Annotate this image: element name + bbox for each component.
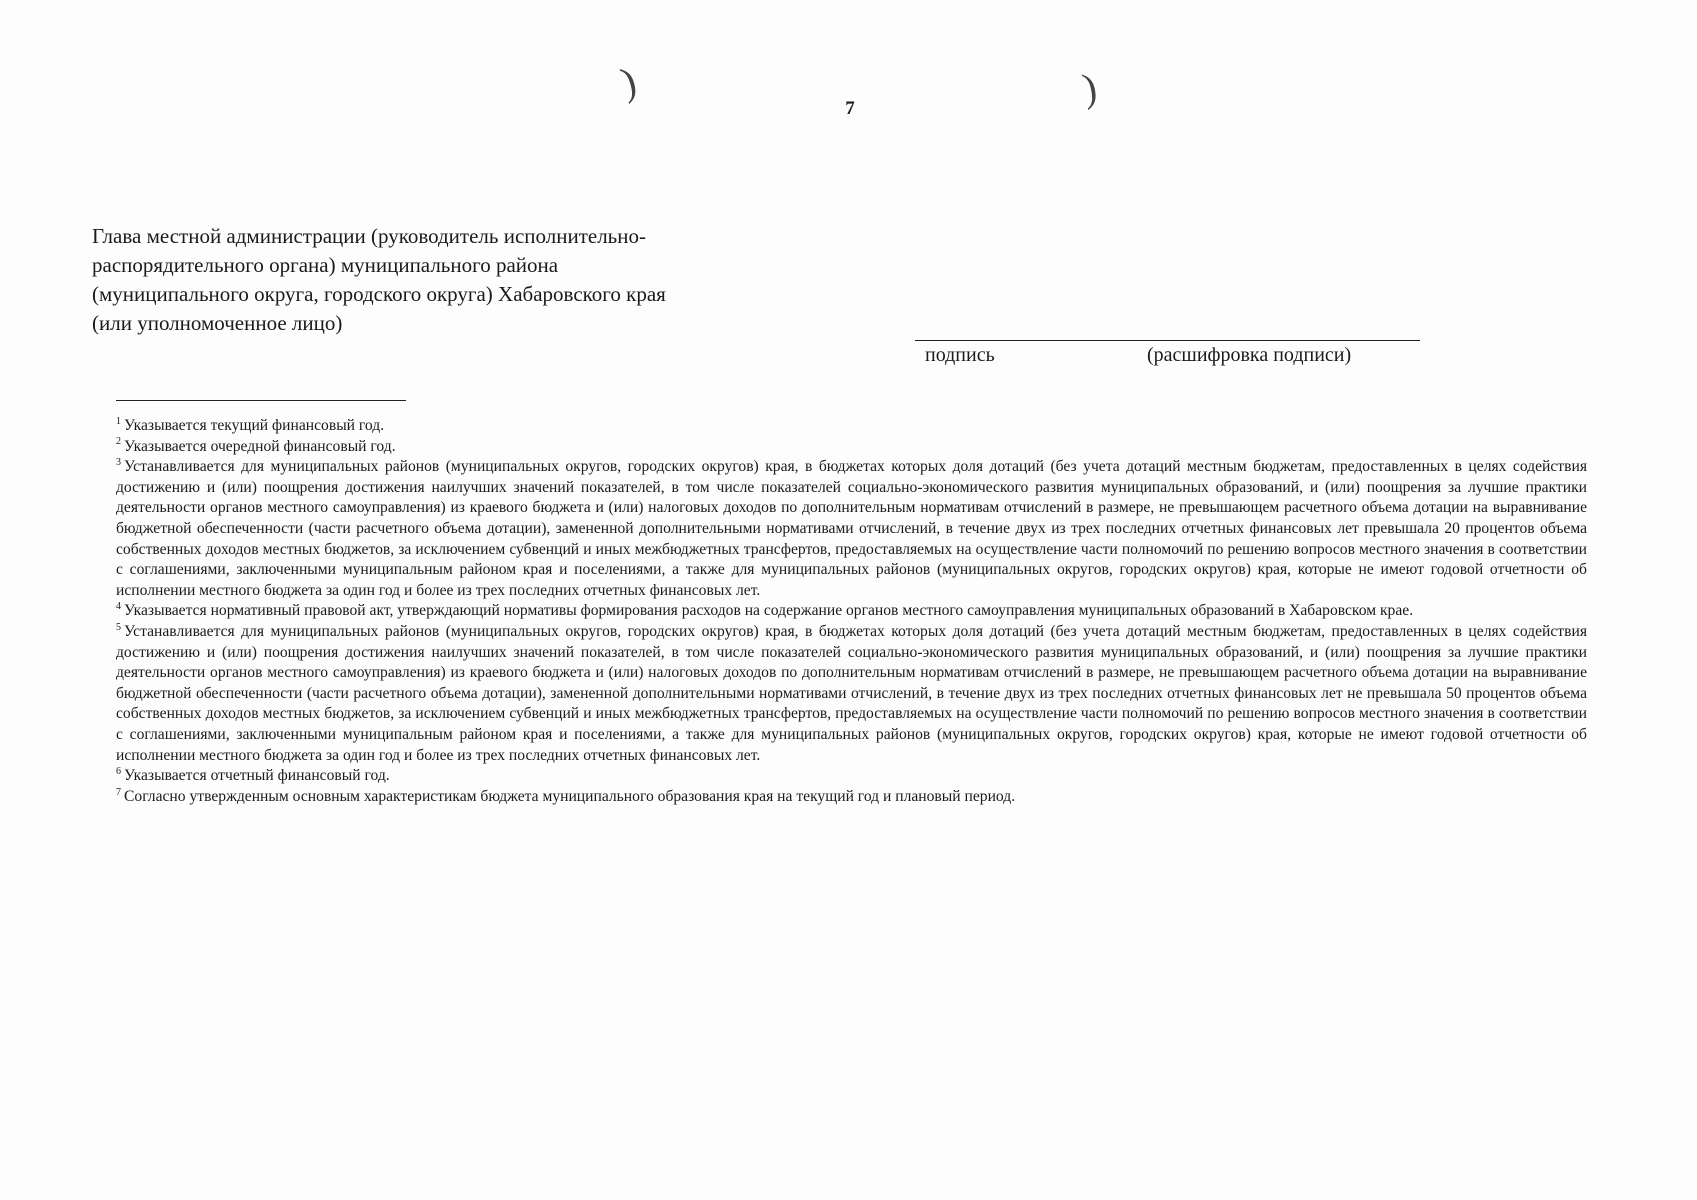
footnote-marker: 1 (116, 415, 121, 427)
signatory-line: Глава местной администрации (руководитель исполнительно- (92, 224, 646, 248)
footnote (116, 416, 1587, 437)
footnote-text: Указывается нормативный правовой акт, утверждающий нормативы формирования расходов на содержание органов местного самоуправления муниципальных образований в Хабаровском крае. (124, 602, 1414, 620)
footnote (116, 601, 1587, 622)
footnote (116, 622, 1587, 766)
footnote-marker: 5 (116, 621, 121, 633)
signature-transcript-label: (расшифровка подписи) (1147, 344, 1352, 366)
signatory-title (92, 222, 812, 338)
footnote-marker: 2 (116, 436, 121, 448)
footnote-marker: 7 (116, 786, 121, 798)
footnote-text: Устанавливается для муниципальных районов (муниципальных округов, городских округов) края, в бюджетах которых доля дотаций (без учета дотаций местным бюджетам, предоставленных в целях содействия достижению и (или) поощрения достижения наилучших значений показателей, в том числе показателей социально-экономического развития муниципальных образований, и (или) поощрения за лучшие практики деятельности органов местного самоуправления) из краевого бюджета и (или) налоговых доходов по дополнительным нормативам отчислений в размере, не превышающем расчетного объема дотации на выравнивание бюджетной обеспеченности (части расчетного объема дотации), замененной дополнительными нормативами отчислений, в течение двух из трех последних отчетных финансовых лет превышала 20 процентов объема собственных доходов местных бюджетов, за исключением субвенций и иных межбюджетных трансфертов, предоставляемых на осуществление части полномочий по решению вопросов местного значения в соответствии с соглашениями, заключенными муниципальным районом края и поселениями, а также для муниципальных районов (муниципальных округов, городских округов) края, которые не имеют годовой отчетности об исполнении местного бюджета за один год и более из трех последних отчетных финансовых лет. (116, 458, 1587, 599)
footnotes-list (116, 416, 1587, 807)
footnote-text: Указывается очередной финансовый год. (124, 437, 396, 455)
footnote-text: Устанавливается для муниципальных районов (муниципальных округов, городских округов) края, в бюджетах которых доля дотаций (без учета дотаций местным бюджетам, предоставленных в целях содействия достижению и (или) поощрения достижения наилучших значений показателей, в том числе показателей социально-экономического развития муниципальных образований, и (или) поощрения за лучшие практики деятельности органов местного самоуправления) из краевого бюджета и (или) налоговых доходов по дополнительным нормативам отчислений в размере, не превышающем расчетного объема дотации на выравнивание бюджетной обеспеченности (части расчетного объема дотации), замененной дополнительными нормативами отчислений, в течение двух из трех последних отчетных финансовых лет не превышала 50 процентов объема собственных доходов местных бюджетов, за исключением субвенций и иных межбюджетных трансфертов, предоставляемых на осуществление части полномочий по решению вопросов местного значения в соответствии с соглашениями, заключенными муниципальным районом края и поселениями, а также для муниципальных районов (муниципальных округов, городских округов) края, которые не имеют годовой отчетности об исполнении местного бюджета за один год и более из трех последних отчетных финансовых лет. (116, 622, 1587, 764)
footnote (116, 787, 1587, 808)
footnote (116, 766, 1587, 787)
footnote-text: Согласно утвержденным основным характеристикам бюджета муниципального образования края на текущий год и плановый период. (124, 787, 1016, 805)
signatory-line: распорядительного органа) муниципального района (92, 253, 559, 277)
footnote-separator (116, 400, 406, 401)
signature-line (915, 340, 1420, 341)
footnote-text: Указывается текущий финансовый год. (124, 417, 385, 434)
punch-hole-mark-left: ) (616, 58, 641, 105)
footnote-marker: 6 (116, 765, 121, 777)
footnote-text: Указывается отчетный финансовый год. (124, 767, 390, 785)
footnote (116, 457, 1587, 601)
signatory-line: (муниципального округа, городского округа) Хабаровского края (92, 282, 666, 306)
footnote-marker: 3 (116, 457, 121, 468)
footnote (116, 437, 1587, 458)
signatory-line: (или уполномоченное лицо) (92, 311, 343, 335)
footnote-marker: 4 (116, 601, 121, 613)
page-number: 7 (845, 98, 855, 119)
punch-hole-mark-right: ) (1079, 64, 1101, 111)
signature-label: подпись (925, 344, 995, 366)
